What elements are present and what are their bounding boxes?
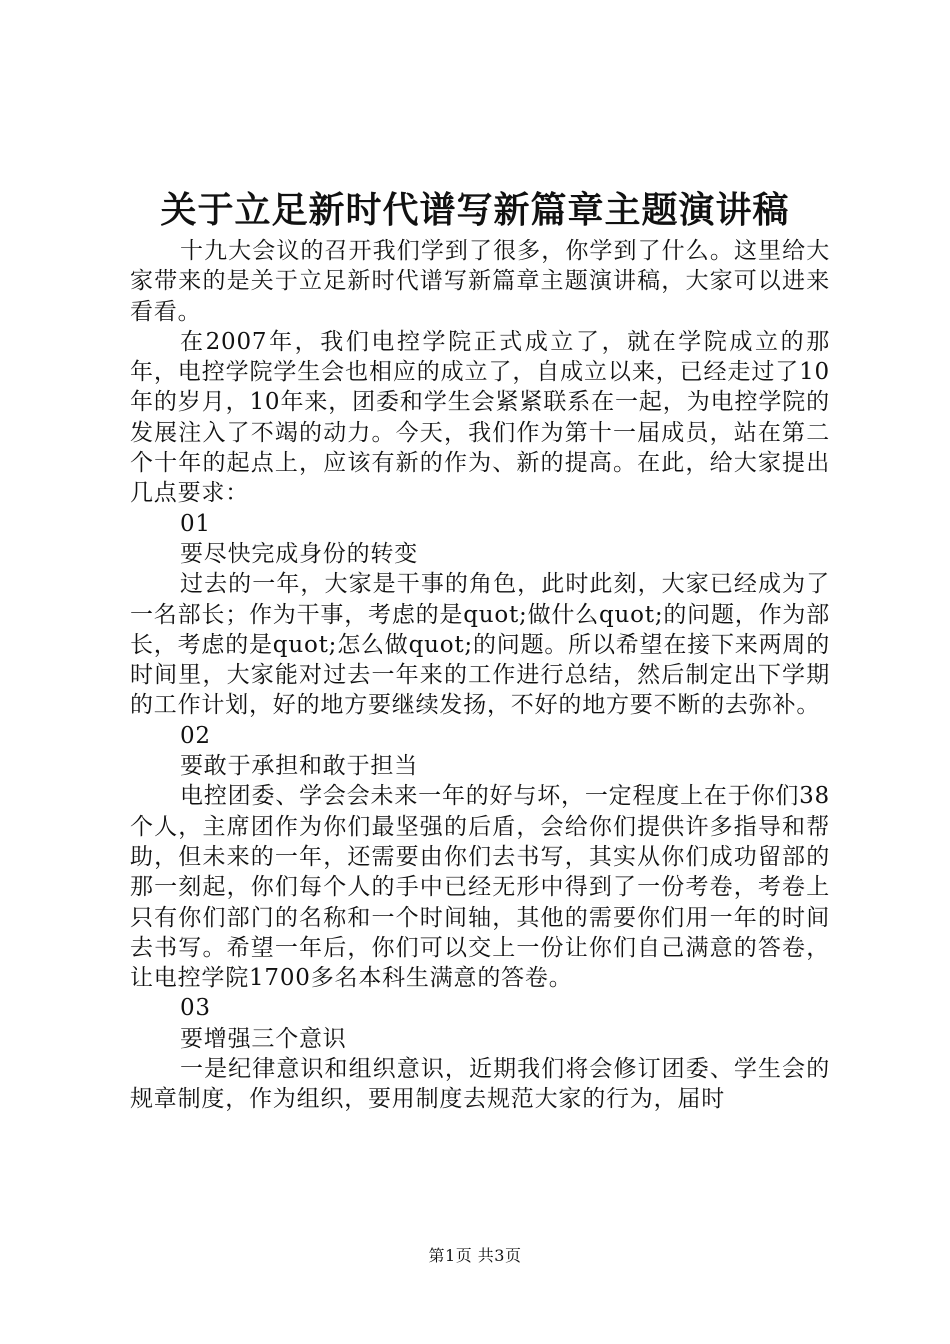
section-number-02: 02 <box>180 722 211 749</box>
section-heading-01: 要尽快完成身份的转变 <box>180 540 418 567</box>
document-body <box>130 236 830 1115</box>
section-number-03: 03 <box>180 995 211 1022</box>
section-number-01: 01 <box>180 510 211 537</box>
section-paragraph-03: 一是纪律意识和组织意识，近期我们将会修订团委、学生会的规章制度，作为组织，要用制度去规范大家的行为，届时 <box>130 1056 830 1113</box>
intro-paragraph: 十九大会议的召开我们学到了很多，你学到了什么。这里给大家带来的是关于立足新时代谱写新篇章主题演讲稿，大家可以进来看看。 <box>130 238 830 325</box>
section-heading-03: 要增强三个意识 <box>180 1025 347 1052</box>
section-paragraph-02: 电控团委、学会会未来一年的好与坏，一定程度上在于你们38个人，主席团作为你们最坚强的后盾，会给你们提供许多指导和帮助，但未来的一年，还需要由你们去书写，其实从你们成功留部的那一刻起，你们每个人的手中已经无形中得到了一份考卷，考卷上只有你们部门的名称和一个时间轴，其他的需要你们用一年的时间去书写。希望一年后，你们可以交上一份让你们自己满意的答卷，让电控学院1700多名本科生满意的答卷。 <box>130 783 830 992</box>
background-paragraph: 在2007年，我们电控学院正式成立了，就在学院成立的那年，电控学院学生会也相应的成立了，自成立以来，已经走过了10年的岁月，10年来，团委和学生会紧紧联系在一起，为电控学院的发展注入了不竭的动力。今天，我们作为第十一届成员，站在第二个十年的起点上，应该有新的作为、新的提高。在此，给大家提出几点要求： <box>130 328 830 507</box>
document-title: 关于立足新时代谱写新篇章主题演讲稿 <box>160 189 790 231</box>
page-footer: 第1页 共3页 <box>428 1246 522 1265</box>
section-paragraph-01: 过去的一年，大家是干事的角色，此时此刻，大家已经成为了一名部长；作为干事，考虑的是quot;做什么quot;的问题，作为部长，考虑的是quot;怎么做quot;的问题。所以希望在接下来两周的时间里，大家能对过去一年来的工作进行总结，然后制定出下学期的工作计划，好的地方要继续发扬，不好的地方要不断的去弥补。 <box>130 571 830 719</box>
section-heading-02: 要敢于承担和敢于担当 <box>180 753 418 780</box>
